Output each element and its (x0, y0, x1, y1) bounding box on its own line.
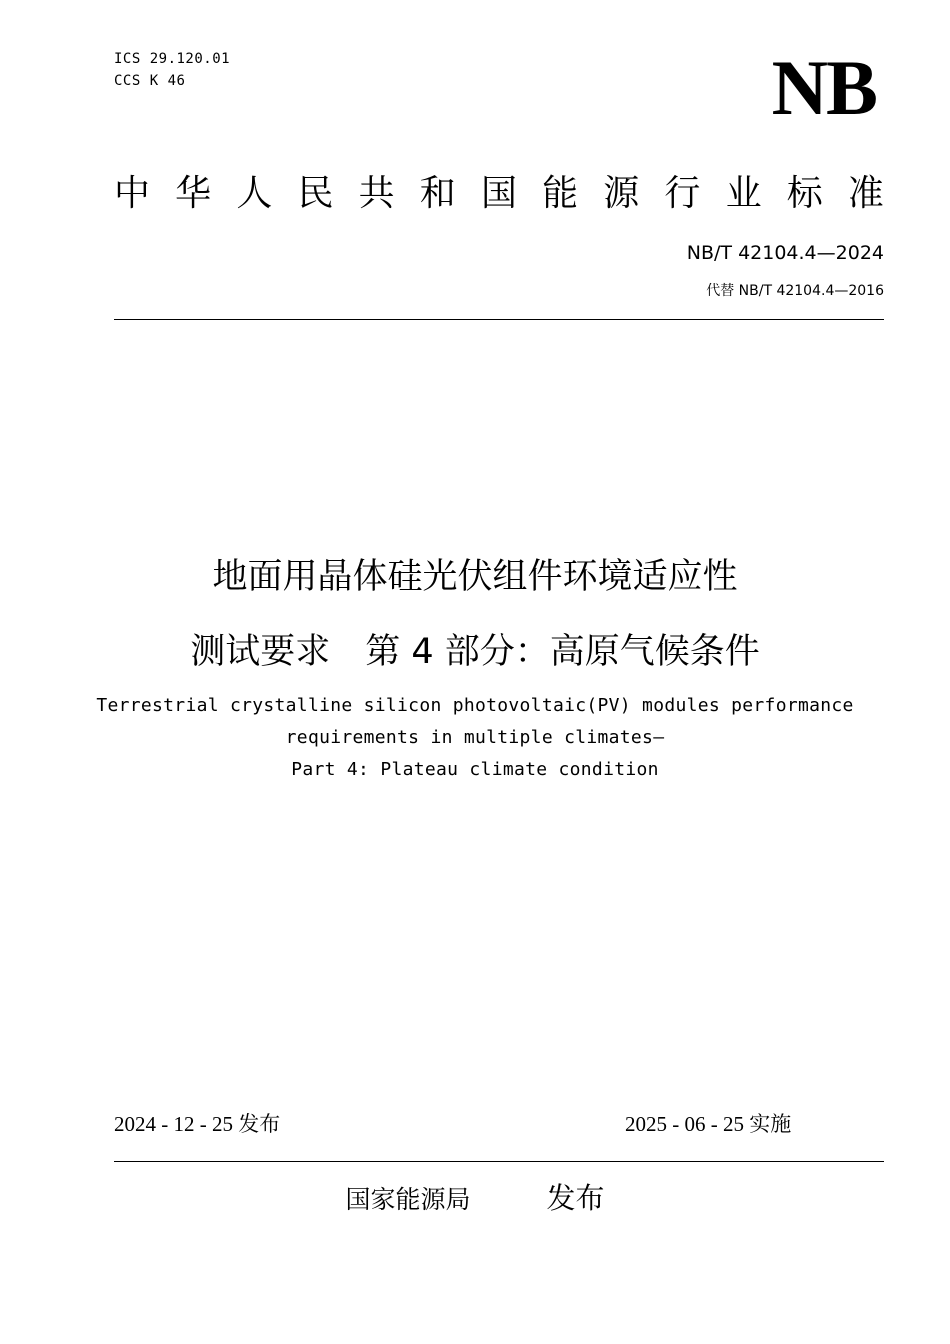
replaces-standard: 代替 NB/T 42104.4—2016 (706, 283, 884, 299)
bottom-divider (114, 1161, 884, 1162)
title-en-line1: Terrestrial crystalline silicon photovoltaic(PV) modules performance (96, 695, 854, 716)
heading-char: 业 (725, 173, 762, 214)
heading-char: 民 (297, 173, 334, 214)
heading-char: 共 (358, 173, 395, 214)
publisher-line (0, 1178, 950, 1220)
heading-char: 源 (603, 173, 640, 214)
heading-char: 中 (114, 173, 151, 214)
heading-char: 人 (236, 173, 273, 214)
heading-char: 标 (786, 173, 823, 214)
title-cn-line2: 测试要求 第 4 部分：高原气候条件 (190, 632, 760, 672)
classification-codes (114, 48, 230, 92)
title-cn-line1: 地面用晶体硅光伏组件环境适应性 (212, 557, 738, 597)
title-en-line3: Part 4: Plateau climate condition (291, 759, 659, 780)
heading-char: 行 (664, 173, 701, 214)
top-divider (114, 319, 884, 320)
publisher-name: 国家能源局 (345, 1185, 471, 1214)
standard-type-heading (114, 168, 884, 220)
heading-char: 和 (419, 173, 456, 214)
heading-char: 能 (542, 173, 579, 214)
heading-char: 准 (847, 173, 884, 214)
publisher-action: 发布 (546, 1181, 605, 1215)
heading-char: 华 (175, 173, 212, 214)
implementation-date: 2025 - 06 - 25 实施 (625, 1112, 792, 1136)
issue-date: 2024 - 12 - 25 发布 (114, 1112, 281, 1136)
nb-logo: NB (771, 44, 876, 131)
ccs-code: CCS K 46 (114, 73, 186, 89)
ics-code: ICS 29.120.01 (114, 51, 231, 67)
title-en-line2: requirements in multiple climates— (285, 727, 665, 748)
heading-char: 国 (480, 173, 517, 214)
standard-number: NB/T 42104.4—2024 (686, 242, 884, 264)
